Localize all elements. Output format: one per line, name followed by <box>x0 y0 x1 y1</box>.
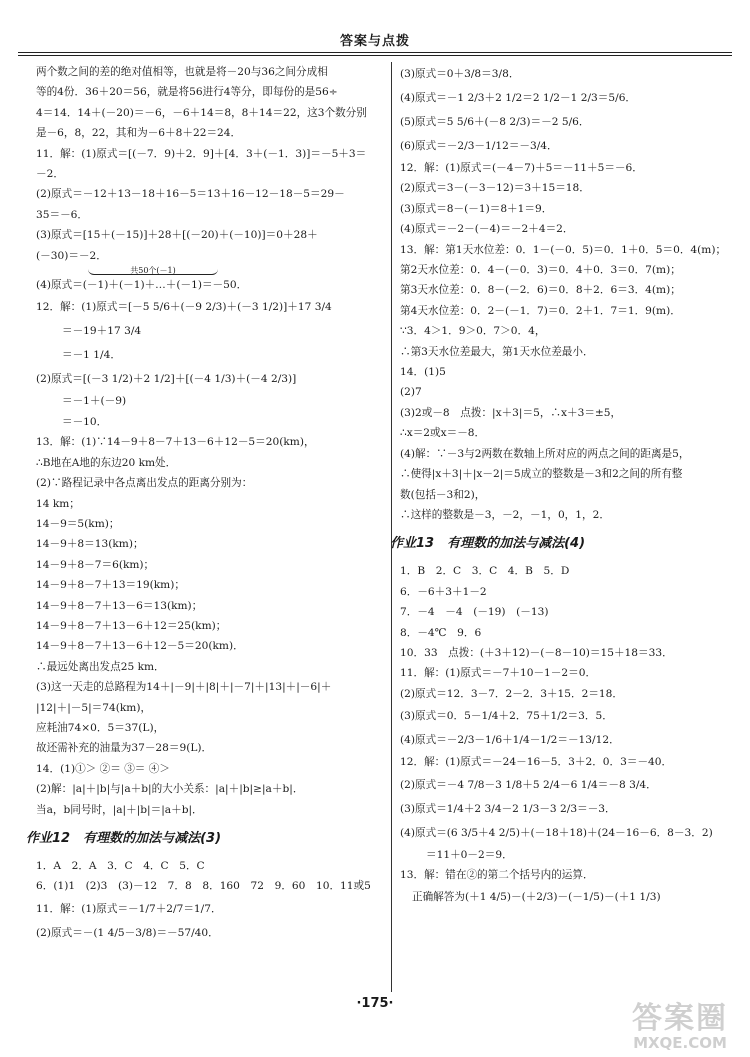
header-rule <box>18 52 732 53</box>
text-line: (2)解：|a|＋|b|与|a＋b|的大小关系：|a|＋|b|≥|a＋b|． <box>36 783 304 796</box>
text-line: ∴使得|x＋3|＋|x－2|＝5成立的整数是－3和2之间的所有整 <box>400 468 683 481</box>
text-line: 14－9＝5(km)； <box>36 517 120 530</box>
text-line: 14．(1)①＞ ②＝ ③＝ ④＞ <box>36 762 170 775</box>
text-line: (3)2或－8 点拨：|x＋3|＝5，∴x＋3＝±5， <box>400 406 622 419</box>
text-line: 4＝14．14＋(－20)＝－6，－6＋14＝8，8＋14＝22，这3个数分别 <box>36 106 367 119</box>
text-line: ∴这样的整数是－3，－2，－1，0，1，2． <box>400 508 610 521</box>
text-line: ∵3．4＞1．9＞0．7＞0．4， <box>400 325 546 338</box>
column-divider <box>391 62 392 992</box>
text-line: 14 km； <box>36 497 80 510</box>
text-line: 11．解：(1)原式＝[(－7．9)＋2．9]＋[4．3＋(－1．3)]＝－5＋3＝ <box>36 147 367 160</box>
text-line: 第2天水位差：0．4－(－0．3)＝0．4＋0．3＝0．7(m)； <box>400 264 681 277</box>
text-line: (2)原式＝－12＋13－18＋16－5＝13＋16－12－18－5＝29－ <box>36 188 345 201</box>
text-line: (3)这一天走的总路程为14＋|－9|＋|8|＋|－7|＋|13|＋|－6|＋ <box>36 681 332 694</box>
text-line: (4)解：∵－3与2两数在数轴上所对应的两点之间的距离是5， <box>400 447 690 460</box>
text-line: －2． <box>36 168 64 181</box>
text-line: 14－9＋8＝13(km)； <box>36 538 144 551</box>
text-line: 11．解：(1)原式＝－1/7＋2/7＝1/7． <box>36 902 222 915</box>
text-line: (2)原式＝3－(－3－12)＝3＋15＝18． <box>400 182 590 195</box>
text-line: |12|＋|－5|＝74(km)， <box>36 701 152 714</box>
text-line: (3)原式＝8－(－1)＝8＋1＝9． <box>400 202 553 215</box>
right-column <box>390 62 732 909</box>
brace-annotation: 共50个(－1) <box>88 266 218 275</box>
text-line: ∴x＝2或x＝－8． <box>400 427 486 440</box>
watermark-top: 答案圈 <box>632 1001 728 1036</box>
text-line: 等的4份．36＋20＝56，就是将56进行4等分，即每份的是56÷ <box>36 86 338 99</box>
text-line: ＝－19＋17 3/4 <box>62 325 142 338</box>
text-line: 6．(1)1 (2)3 (3)－12 7．8 8．160 72 9．60 10．11或5 <box>36 880 371 893</box>
page-header: 答案与点拨 <box>339 34 410 49</box>
text-line: (2)原式＝－4 7/8－3 1/8＋5 2/4－6 1/4＝－8 3/4． <box>400 778 657 791</box>
text-line: 是－6，8，22，其和为－6＋8＋22＝24． <box>36 127 242 140</box>
text-line: (2)∵路程记录中各点离出发点的距离分别为： <box>36 477 253 490</box>
header-rule-thin <box>18 55 732 56</box>
watermark-bottom: MXQE.COM <box>633 1034 727 1052</box>
text-line: (4)原式＝(－1)＋(－1)＋…＋(－1)＝－50． <box>36 279 248 292</box>
text-line: 14．(1)5 <box>400 366 446 379</box>
text-line: 14－9＋8－7＋13－6＋12＝25(km)； <box>36 619 227 632</box>
text-line: ∴B地在A地的东边20 km处． <box>36 456 177 469</box>
text-line: (2)原式＝[(－3 1/2)＋2 1/2]＋[(－4 1/3)＋(－4 2/3)] <box>36 373 297 386</box>
text-line: 12．解：(1)原式＝[－5 5/6＋(－9 2/3)＋(－3 1/2)]＋17 3/4 <box>36 301 332 314</box>
text-line: (2)7 <box>400 386 422 399</box>
text-line: 12．解：(1)原式＝－24－16－5．3＋2．0．3＝－40． <box>400 756 673 769</box>
text-line: 8．－4℃ 9．6 <box>400 626 482 639</box>
text-line: (3)原式＝0．5－1/4＋2．75＋1/2＝3．5． <box>400 710 613 723</box>
text-line: 应耗油74×0．5＝37(L)， <box>36 721 165 734</box>
text-line: (－30)＝－2． <box>36 249 107 262</box>
text-line: 故还需补充的油量为37－28＝9(L)． <box>36 742 213 755</box>
text-line: 14－9＋8－7＝6(km)； <box>36 558 155 571</box>
text-line: (4)原式＝－2/3－1/6＋1/4－1/2＝－13/12． <box>400 734 620 747</box>
text-line: 数(包括－3和2)， <box>400 488 486 501</box>
text-line: (3)原式＝0＋3/8＝3/8． <box>400 68 520 80</box>
text-line: ∴第3天水位差最大，第1天水位差最小． <box>400 345 594 358</box>
text-line: 7．－4 －4 (－19) (－13) <box>400 606 549 619</box>
text-line: 14－9＋8－7＋13－6＋12－5＝20(km)． <box>36 640 244 653</box>
text-line: 13．解：第1天水位差：0．1－(－0．5)＝0．1＋0．5＝0．4(m)； <box>400 243 727 256</box>
text-line: (4)原式＝－1 2/3＋2 1/2＝2 1/2－1 2/3＝5/6． <box>400 92 637 104</box>
watermark-logo <box>624 1003 736 1053</box>
text-line: 正确解答为(＋1 4/5)－(＋2/3)－(－1/5)－(＋1 1/3) <box>412 891 661 904</box>
text-line: 13．解：错在②的第二个括号内的运算． <box>400 868 594 881</box>
left-column <box>26 62 384 945</box>
text-line: (2)原式＝－(1 4/5－3/8)＝－57/40． <box>36 926 219 939</box>
section-heading: 作业12 有理数的加法与减法(3) <box>26 831 222 846</box>
text-line: 当a，b同号时，|a|＋|b|＝|a＋b|． <box>36 803 203 816</box>
text-line: 1．B 2．C 3．C 4．B 5．D <box>400 565 570 578</box>
text-line: (2)原式＝12．3－7．2－2．3＋15．2＝18． <box>400 687 624 700</box>
page-number: ·175· <box>356 996 394 1011</box>
text-line: 12．解：(1)原式＝(－4－7)＋5＝－11＋5＝－6． <box>400 162 643 174</box>
text-line: ＝－1 1/4． <box>62 349 121 362</box>
text-line: 第4天水位差：0．2－(－1．7)＝0．2＋1．7＝1．9(m)． <box>400 304 681 317</box>
text-line: 14－9＋8－7＋13－6＝13(km)； <box>36 599 203 612</box>
text-line: ＝－1＋(－9) <box>62 395 127 408</box>
section-heading: 作业13 有理数的加法与减法(4) <box>390 536 586 552</box>
text-line: 两个数之间的差的绝对值相等，也就是将－20与36之间分成相 <box>36 66 328 78</box>
text-line: ＝－10． <box>62 415 108 428</box>
text-line: (4)原式＝－2－(－4)＝－2＋4＝2． <box>400 223 574 236</box>
text-line: 10．33 点拨：(＋3＋12)－(－8－10)＝15＋18＝33． <box>400 646 673 659</box>
text-line: 13．解：(1)∵14－9＋8－7＋13－6＋12－5＝20(km)， <box>36 436 315 449</box>
text-line: ＝11＋0－2＝9． <box>426 848 513 861</box>
text-line: 6．－6＋3＋1－2 <box>400 585 487 598</box>
text-line: (4)原式＝(6 3/5＋4 2/5)＋(－18＋18)＋(24－16－6．8－3．2) <box>400 826 713 839</box>
text-line: ∴最远处离出发点25 km． <box>36 660 165 673</box>
text-line: (3)原式＝[15＋(－15)]＋28＋[(－20)＋(－10)]＝0＋28＋ <box>36 229 318 242</box>
text-line: (3)原式＝1/4＋2 3/4－2 1/3－3 2/3＝－3． <box>400 802 616 815</box>
text-line: (5)原式＝5 5/6＋(－8 2/3)＝－2 5/6． <box>400 116 590 128</box>
text-line: (6)原式＝－2/3－1/12＝－3/4． <box>400 140 558 152</box>
text-line: 35＝－6． <box>36 208 89 221</box>
text-line: 1．A 2．A 3．C 4．C 5．C <box>36 860 205 872</box>
text-line: 14－9＋8－7＋13＝19(km)； <box>36 579 185 592</box>
text-line: 第3天水位差：0．8－(－2．6)＝0．8＋2．6＝3．4(m)； <box>400 284 681 297</box>
text-line: 11．解：(1)原式＝－7＋10－1－2＝0． <box>400 667 597 680</box>
